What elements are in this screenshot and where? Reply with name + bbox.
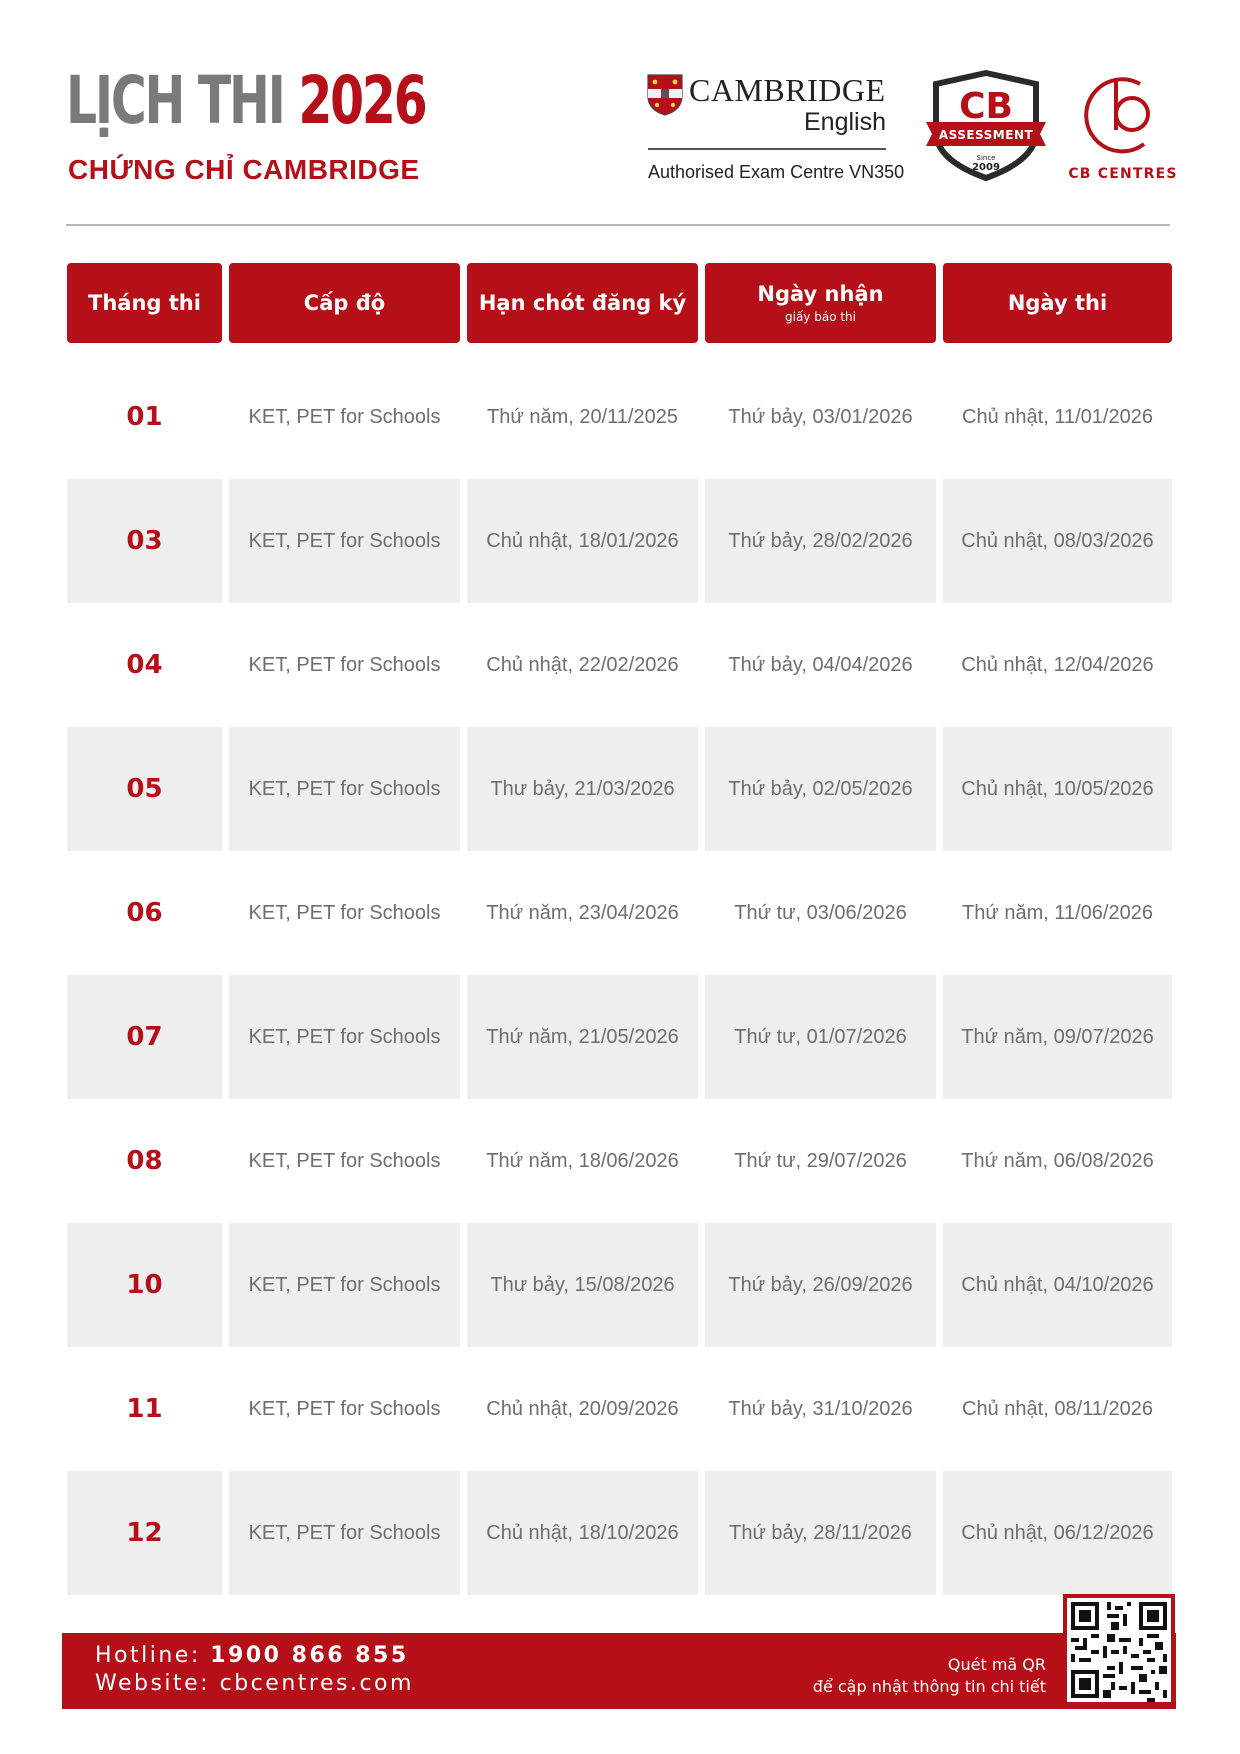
table-row: [67, 727, 1172, 851]
website-link[interactable]: cbcentres.com: [219, 1671, 414, 1696]
header-level: Cấp độ: [229, 263, 460, 343]
header-notice-date: Ngày nhận giấy báo thi: [705, 263, 936, 343]
website-line: [95, 1671, 414, 1696]
cell-deadline: Chủ nhật, 20/09/2026: [486, 1397, 679, 1420]
footer-bar: [62, 1633, 1176, 1709]
cell-exam: Chủ nhật, 10/05/2026: [943, 727, 1172, 851]
table-header: [67, 263, 1172, 343]
cell-month: 06: [126, 898, 163, 928]
cell-notice: Thứ tư, 03/06/2026: [734, 901, 907, 924]
cell-notice: Thứ bảy, 28/02/2026: [705, 479, 936, 603]
cell-deadline: Chủ nhật, 18/01/2026: [467, 479, 698, 603]
cambridge-crest-icon: [647, 74, 683, 116]
table-row: [67, 479, 1172, 603]
cell-notice: Thứ bảy, 02/05/2026: [705, 727, 936, 851]
cell-level: KET, PET for Schools: [229, 1223, 460, 1347]
cell-month: 10: [67, 1223, 222, 1347]
cell-exam: Chủ nhật, 08/03/2026: [943, 479, 1172, 603]
page-title: [66, 62, 425, 140]
cell-notice: Thứ bảy, 28/11/2026: [705, 1471, 936, 1595]
cell-month: 08: [126, 1146, 163, 1176]
header-notice-subtitle: giấy báo thi: [785, 310, 856, 324]
table-body: [67, 355, 1172, 1595]
table-row: [67, 603, 1172, 727]
cell-notice: Thứ bảy, 04/04/2026: [728, 653, 913, 676]
header-divider: [66, 224, 1170, 226]
badge-since-label: [918, 154, 1054, 173]
cambridge-wordmark: CAMBRIDGE: [689, 72, 886, 108]
hotline-line: [95, 1643, 409, 1668]
table-row: [67, 355, 1172, 479]
cb-centres-name: CB CENTRES: [1068, 166, 1178, 182]
table-row: [67, 1223, 1172, 1347]
hotline-number[interactable]: 1900 866 855: [210, 1643, 409, 1668]
website-label: Website:: [95, 1671, 211, 1696]
cell-level: KET, PET for Schools: [229, 1471, 460, 1595]
exam-schedule-table: [67, 263, 1172, 1595]
cell-level: KET, PET for Schools: [229, 727, 460, 851]
cell-deadline: Thư bảy, 15/08/2026: [467, 1223, 698, 1347]
cell-deadline: Thứ năm, 20/11/2025: [487, 405, 678, 428]
title-year: 2026: [298, 62, 426, 139]
cell-deadline: Thứ năm, 23/04/2026: [486, 901, 679, 924]
cell-deadline: Thư bảy, 21/03/2026: [467, 727, 698, 851]
table-row: [67, 975, 1172, 1099]
cell-level: KET, PET for Schools: [248, 1397, 441, 1420]
cell-level: KET, PET for Schools: [248, 405, 441, 428]
scan-qr-description: để cập nhật thông tin chi tiết: [812, 1677, 1046, 1696]
header-exam-date: Ngày thi: [943, 263, 1172, 343]
cell-exam: Thứ năm, 06/08/2026: [961, 1149, 1154, 1172]
cell-month: 05: [67, 727, 222, 851]
cell-notice: Thứ bảy, 31/10/2026: [728, 1397, 913, 1420]
cell-exam: Chủ nhật, 11/01/2026: [962, 405, 1153, 428]
cell-month: 07: [67, 975, 222, 1099]
qr-code[interactable]: [1067, 1598, 1171, 1702]
qr-code-icon: [1067, 1598, 1171, 1702]
cell-level: KET, PET for Schools: [248, 653, 441, 676]
page-subtitle: CHỨNG CHỈ CAMBRIDGE: [68, 154, 420, 185]
table-row: [67, 1099, 1172, 1223]
header-month: Tháng thi: [67, 263, 222, 343]
cell-month: 03: [67, 479, 222, 603]
cell-exam: Thứ năm, 11/06/2026: [962, 901, 1153, 924]
hotline-label: Hotline:: [95, 1643, 201, 1668]
cambridge-english-label: English: [804, 108, 886, 136]
cell-notice: Thứ tư, 01/07/2026: [705, 975, 936, 1099]
cell-notice: Thứ bảy, 03/01/2026: [728, 405, 913, 428]
cell-month: 11: [126, 1394, 163, 1424]
cell-level: KET, PET for Schools: [248, 901, 441, 924]
table-row: [67, 851, 1172, 975]
cell-notice: Thứ bảy, 26/09/2026: [705, 1223, 936, 1347]
table-row: [67, 1347, 1172, 1471]
title-schedule: LỊCH THI: [66, 62, 284, 139]
cell-exam: Chủ nhật, 12/04/2026: [961, 653, 1154, 676]
header-deadline: Hạn chót đăng ký: [467, 263, 698, 343]
cell-deadline: Thứ năm, 21/05/2026: [467, 975, 698, 1099]
cell-level: KET, PET for Schools: [248, 1149, 441, 1172]
cb-centres-logo-icon: [1078, 72, 1164, 158]
cell-exam: Chủ nhật, 08/11/2026: [962, 1397, 1153, 1420]
cell-deadline: Chủ nhật, 22/02/2026: [486, 653, 679, 676]
cell-level: KET, PET for Schools: [229, 479, 460, 603]
cell-exam: Chủ nhật, 06/12/2026: [943, 1471, 1172, 1595]
cell-deadline: Chủ nhật, 18/10/2026: [467, 1471, 698, 1595]
cell-exam: Chủ nhật, 04/10/2026: [943, 1223, 1172, 1347]
scan-qr-label: Quét mã QR: [947, 1655, 1046, 1674]
cell-notice: Thứ tư, 29/07/2026: [734, 1149, 907, 1172]
cell-month: 01: [126, 402, 163, 432]
cambridge-divider: [648, 148, 886, 150]
cell-deadline: Thứ năm, 18/06/2026: [486, 1149, 679, 1172]
exam-centre-label: Authorised Exam Centre VN350: [648, 162, 905, 182]
cell-exam: Thứ năm, 09/07/2026: [943, 975, 1172, 1099]
badge-initials: CB: [959, 86, 1013, 127]
cell-level: KET, PET for Schools: [229, 975, 460, 1099]
cell-month: 12: [67, 1471, 222, 1595]
cell-month: 04: [126, 650, 163, 680]
badge-assessment-label: ASSESSMENT: [938, 128, 1034, 142]
badge-year: 2009: [972, 162, 1000, 173]
table-row: [67, 1471, 1172, 1595]
badge-since: Since: [976, 154, 996, 162]
